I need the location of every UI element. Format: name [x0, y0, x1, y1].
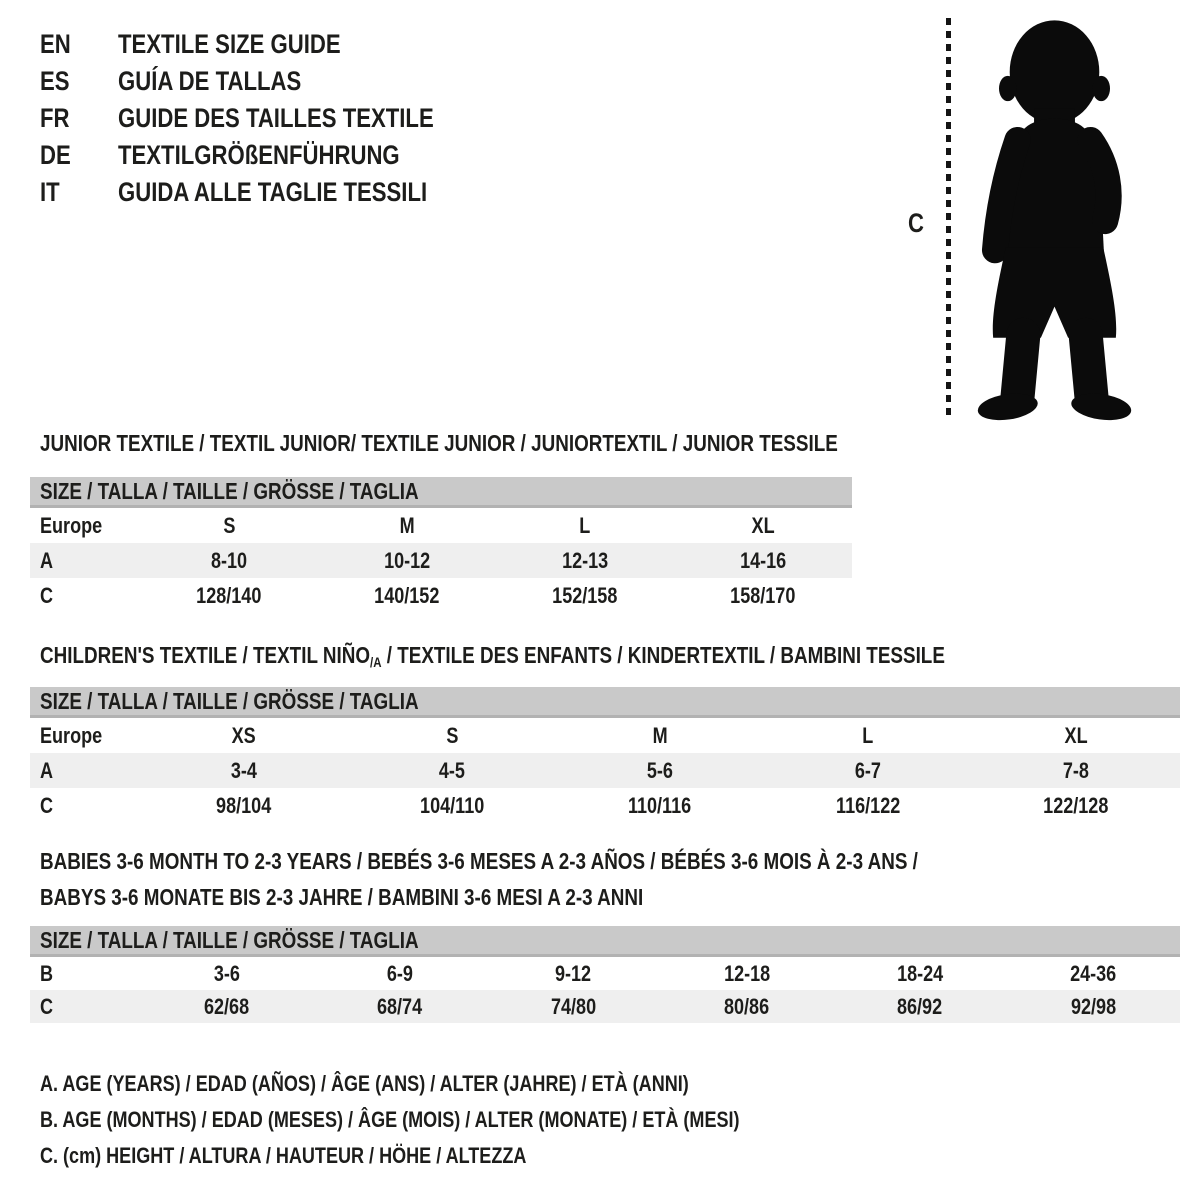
junior-table-header — [30, 477, 852, 508]
junior-size-table — [30, 477, 852, 613]
babies-size-table — [30, 926, 1180, 1023]
height-cell-text: 140/152 — [374, 582, 440, 608]
language-header — [40, 26, 503, 211]
row-label — [30, 723, 140, 749]
row-label-text: C — [40, 792, 54, 818]
children-section-title — [40, 642, 1144, 670]
age-cell-text: 4-5 — [438, 757, 466, 783]
size-cell-text: XL — [751, 512, 775, 538]
language-code-text: FR — [40, 103, 70, 133]
guide-title-en: TEXTILE SIZE GUIDE — [118, 29, 341, 59]
months-cell — [140, 961, 313, 987]
junior-section-title-text: JUNIOR TEXTILE / TEXTIL JUNIOR/ TEXTILE JUNIOR / JUNIORTEXTIL / JUNIOR TESSILE — [40, 430, 838, 456]
height-cell — [140, 583, 318, 609]
months-cell-text: 6-9 — [386, 960, 414, 986]
table-row — [30, 957, 1180, 990]
age-cell — [496, 548, 674, 574]
row-label — [30, 758, 140, 784]
children-title-subscript: /A — [370, 654, 382, 670]
row-label-text: A — [40, 757, 54, 783]
age-cell — [674, 548, 852, 574]
height-cell — [833, 994, 1006, 1020]
age-cell — [972, 758, 1180, 784]
months-cell — [833, 961, 1006, 987]
guide-title-it: GUIDA ALLE TAGLIE TESSILI — [118, 177, 428, 207]
height-cell — [348, 793, 556, 819]
age-cell-text: 7-8 — [1062, 757, 1090, 783]
language-code-text: ES — [40, 66, 70, 96]
height-cell — [140, 994, 313, 1020]
size-cell — [318, 513, 496, 539]
language-row-de — [40, 137, 503, 174]
height-cell-text: 110/116 — [628, 792, 692, 818]
height-measure-label-text: C — [908, 208, 924, 238]
junior-section-title — [40, 430, 1013, 457]
row-label-text: Europe — [40, 512, 103, 538]
language-code — [40, 103, 118, 134]
language-code — [40, 140, 118, 171]
children-title-pre: CHILDREN'S TEXTILE / TEXTIL NIÑO — [40, 642, 371, 668]
guide-title-es: GUÍA DE TALLAS — [118, 66, 302, 96]
size-cell — [140, 723, 348, 749]
babies-section-title-line2 — [40, 884, 776, 911]
height-cell-text: 122/128 — [1043, 792, 1109, 818]
legend-line-b-text: B. AGE (MONTHS) / EDAD (MESES) / ÂGE (MOIS) / ALTER (MONATE) / ETÀ (MESI) — [40, 1107, 740, 1132]
months-cell-text: 3-6 — [213, 960, 240, 986]
age-cell — [764, 758, 972, 784]
language-code-text: EN — [40, 29, 71, 59]
height-cell-text: 128/140 — [196, 582, 262, 608]
height-cell — [660, 994, 833, 1020]
row-label-text: A — [40, 547, 54, 573]
language-code-text: IT — [40, 177, 60, 207]
size-cell — [140, 513, 318, 539]
children-size-table — [30, 687, 1180, 823]
age-cell-text: 14-16 — [739, 547, 787, 573]
size-cell — [496, 513, 674, 539]
language-code — [40, 66, 118, 97]
language-code-text: DE — [40, 140, 71, 170]
age-cell — [140, 758, 348, 784]
children-title-post: / TEXTILE DES ENFANTS / KINDERTEXTIL / BAMBINI TESSILE — [381, 642, 945, 668]
language-code — [40, 177, 118, 208]
row-label-text: C — [40, 993, 54, 1019]
age-cell — [318, 548, 496, 574]
height-cell-text: 98/104 — [216, 792, 272, 818]
legend-line-b — [40, 1102, 893, 1138]
legend-line-a — [40, 1066, 893, 1102]
babies-section-title-line1 — [40, 848, 1111, 875]
size-cell — [348, 723, 556, 749]
height-measure-label — [908, 208, 928, 239]
size-header-text: SIZE / TALLA / TAILLE / GRÖSSE / TAGLIA — [40, 477, 419, 504]
months-cell — [313, 961, 486, 987]
age-cell-text: 6-7 — [854, 757, 882, 783]
row-label — [30, 994, 140, 1020]
row-label — [30, 793, 140, 819]
size-cell — [556, 723, 764, 749]
table-row — [30, 718, 1180, 753]
months-cell — [487, 961, 660, 987]
guide-title-de: TEXTILGRÖßENFÜHRUNG — [118, 140, 400, 170]
table-row — [30, 578, 852, 613]
height-cell-text: 62/68 — [204, 993, 250, 1019]
height-cell-text: 116/122 — [835, 792, 901, 818]
height-cell-text: 92/98 — [1070, 993, 1116, 1019]
language-code — [40, 29, 118, 60]
size-header-text: SIZE / TALLA / TAILLE / GRÖSSE / TAGLIA — [40, 687, 419, 714]
legend-line-a-text: A. AGE (YEARS) / EDAD (AÑOS) / ÂGE (ANS) / ALTER (JAHRE) / ETÀ (ANNI) — [40, 1071, 689, 1096]
toddler-head — [1010, 20, 1100, 123]
height-cell — [140, 793, 348, 819]
size-cell-text: XL — [1064, 722, 1088, 748]
months-cell-text: 9-12 — [555, 960, 592, 986]
age-cell — [556, 758, 764, 784]
size-cell-text: L — [579, 512, 591, 538]
height-cell — [496, 583, 674, 609]
table-row — [30, 788, 1180, 823]
children-table-header — [30, 687, 1180, 718]
months-cell-text: 12-18 — [723, 960, 770, 986]
children-section-title-text — [40, 642, 945, 670]
size-cell-text: M — [399, 512, 415, 538]
table-row — [30, 990, 1180, 1023]
months-cell — [660, 961, 833, 987]
months-cell-text: 24-36 — [1070, 960, 1117, 986]
row-label — [30, 513, 140, 539]
size-cell-text: L — [862, 722, 874, 748]
table-row — [30, 543, 852, 578]
age-cell-text: 5-6 — [646, 757, 674, 783]
size-cell-text: S — [445, 722, 459, 748]
height-cell — [487, 994, 660, 1020]
height-cell-text: 152/158 — [552, 582, 618, 608]
height-cell — [1007, 994, 1180, 1020]
age-cell — [140, 548, 318, 574]
size-cell — [674, 513, 852, 539]
row-label-text: C — [40, 582, 54, 608]
age-cell-text: 10-12 — [383, 547, 431, 573]
size-cell-text: XS — [231, 722, 257, 748]
height-cell-text: 158/170 — [730, 582, 796, 608]
height-cell-text: 74/80 — [550, 993, 596, 1019]
months-cell — [1007, 961, 1180, 987]
row-label — [30, 548, 140, 574]
row-label-text: B — [40, 960, 54, 986]
row-label-text: Europe — [40, 722, 103, 748]
babies-section-title-line2-text: BABYS 3-6 MONATE BIS 2-3 JAHRE / BAMBINI 3-6 MESI A 2-3 ANNI — [40, 884, 644, 910]
size-cell-text: M — [652, 722, 668, 748]
age-cell-text: 3-4 — [230, 757, 258, 783]
height-cell — [318, 583, 496, 609]
size-cell — [764, 723, 972, 749]
size-cell-text: S — [222, 512, 236, 538]
height-cell — [674, 583, 852, 609]
babies-table-header — [30, 926, 1180, 957]
toddler-silhouette-image — [962, 12, 1147, 424]
height-measure-dashed-line — [946, 18, 951, 416]
legend-line-c — [40, 1138, 893, 1174]
guide-title-fr: GUIDE DES TAILLES TEXTILE — [118, 103, 434, 133]
table-row — [30, 753, 1180, 788]
language-row-it — [40, 174, 503, 211]
table-row — [30, 508, 852, 543]
height-cell — [972, 793, 1180, 819]
height-cell — [313, 994, 486, 1020]
height-cell — [556, 793, 764, 819]
height-cell-text: 68/74 — [377, 993, 423, 1019]
age-cell — [348, 758, 556, 784]
measurement-legend — [40, 1066, 893, 1174]
language-row-es — [40, 63, 503, 100]
size-cell — [972, 723, 1180, 749]
legend-line-c-text: C. (cm) HEIGHT / ALTURA / HAUTEUR / HÖHE / ALTEZZA — [40, 1143, 527, 1168]
height-cell-text: 104/110 — [419, 792, 485, 818]
babies-section-title-line1-text: BABIES 3-6 MONTH TO 2-3 YEARS / BEBÉS 3-6 MESES A 2-3 AÑOS / BÉBÉS 3-6 MOIS À 2-3 ANS / — [40, 848, 918, 874]
language-row-en — [40, 26, 503, 63]
size-header-text: SIZE / TALLA / TAILLE / GRÖSSE / TAGLIA — [40, 926, 419, 953]
row-label — [30, 583, 140, 609]
height-cell-text: 86/92 — [897, 993, 943, 1019]
months-cell-text: 18-24 — [896, 960, 944, 986]
height-cell — [764, 793, 972, 819]
age-cell-text: 12-13 — [561, 547, 609, 573]
height-cell-text: 80/86 — [724, 993, 770, 1019]
age-cell-text: 8-10 — [210, 547, 248, 573]
row-label — [30, 961, 140, 987]
language-row-fr — [40, 100, 503, 137]
